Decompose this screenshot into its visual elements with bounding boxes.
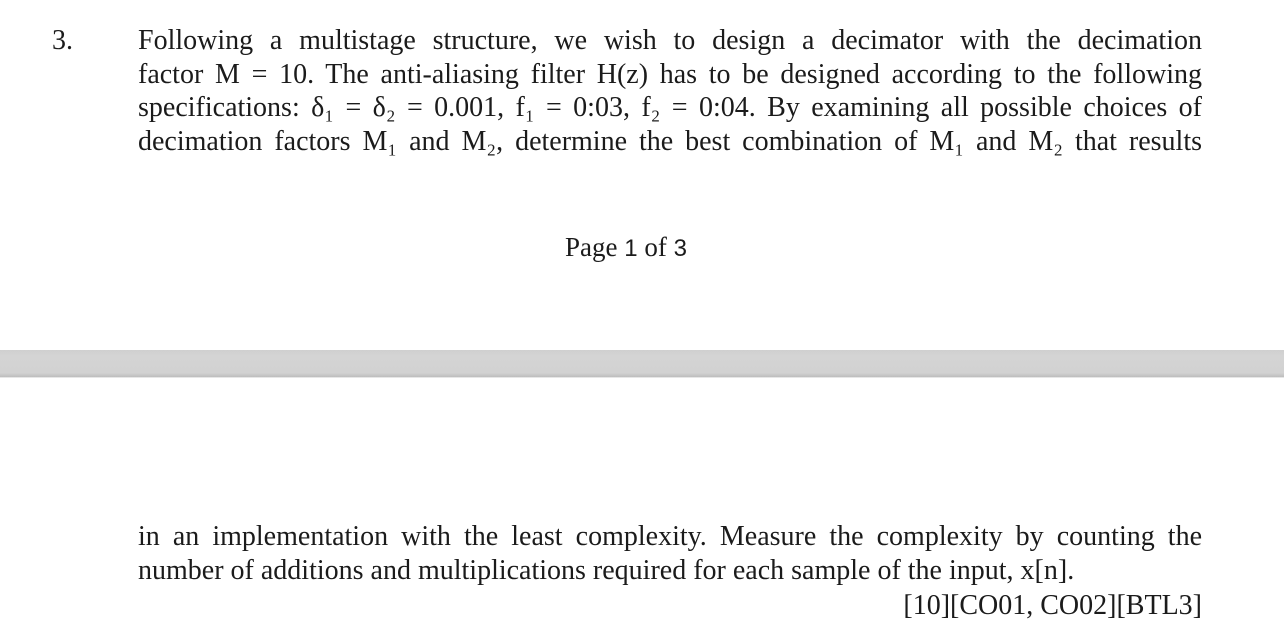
- page-indicator-current: 1: [624, 235, 638, 262]
- question-line: factor M = 10. The anti-aliasing filter H(z) has to be designed according to the following: [138, 58, 1202, 90]
- question-text-part-1: [138, 24, 1202, 158]
- marks-label: [10][CO01, CO02][BTL3]: [903, 590, 1202, 621]
- question-line: number of additions and multiplications required for each sample of the input, x[n].: [138, 554, 1075, 586]
- question-number: 3.: [52, 25, 73, 56]
- page-indicator-prefix: Page: [565, 232, 625, 262]
- question-line: Following a multistage structure, we wish to design a decimator with the decimation: [138, 25, 1202, 56]
- question-line: specifications: δ₁ = δ₂ = 0.001, f₁ = 0:03, f₂ = 0:04. By examining all possible choices of: [138, 92, 1202, 123]
- page-separator: [0, 350, 1284, 378]
- question-text-part-2: [138, 520, 1202, 587]
- page-indicator: [0, 231, 1252, 265]
- page-indicator-middle: of: [637, 232, 674, 262]
- question-line: in an implementation with the least complexity. Measure the complexity by counting the: [138, 521, 1202, 552]
- question-line: decimation factors M₁ and M₂, determine the best combination of M₁ and M₂ that results: [138, 125, 1202, 157]
- page-indicator-total: 3: [673, 235, 687, 262]
